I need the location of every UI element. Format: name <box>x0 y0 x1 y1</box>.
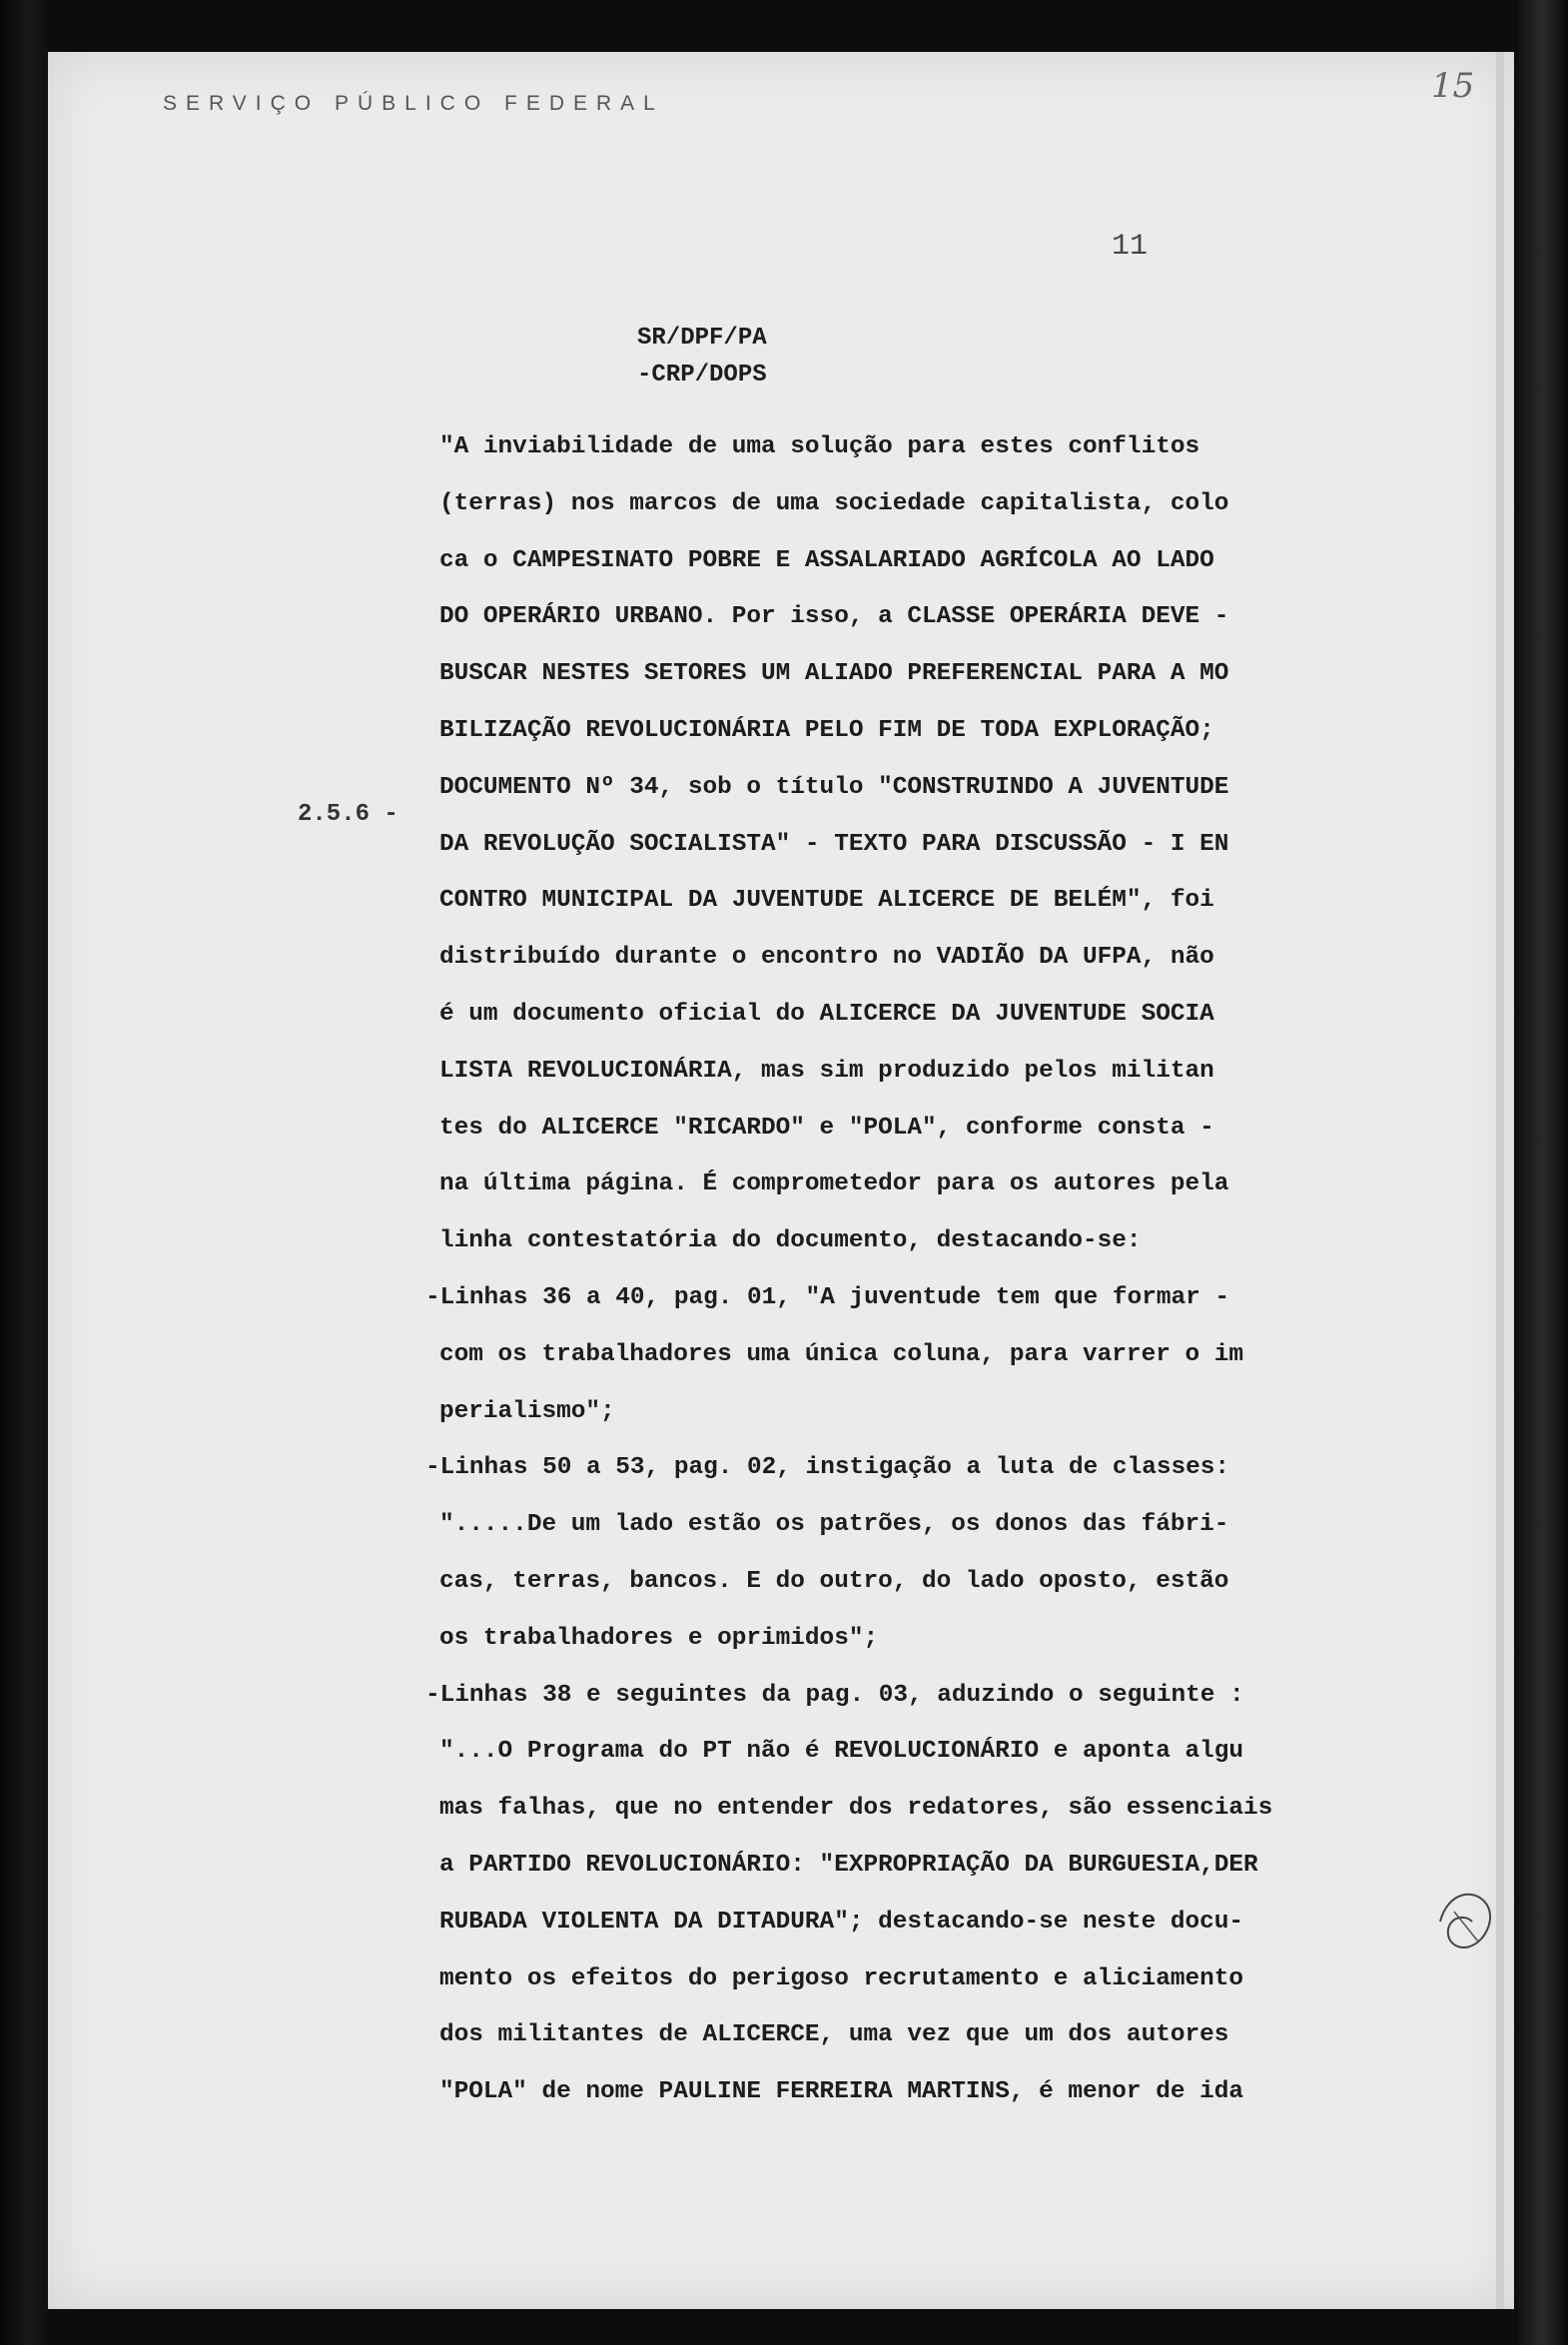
page-number: 11 <box>1112 230 1149 264</box>
body-line: DO OPERÁRIO URBANO. Por isso, a CLASSE OPERÁRIA DEVE - <box>439 603 1229 631</box>
body-line: com os trabalhadores uma única coluna, para varrer o im <box>439 1340 1244 1368</box>
document-page <box>48 52 1514 2309</box>
body-line: "A inviabilidade de uma solução para estes conflitos <box>439 433 1200 460</box>
header-block <box>637 320 767 393</box>
body-line: tes do ALICERCE "RICARDO" e "POLA", conforme consta - <box>439 1114 1214 1142</box>
body-line: na última página. É comprometedor para os autores pela <box>439 1171 1229 1198</box>
scan-border-right <box>1518 0 1568 2345</box>
body-line: RUBADA VIOLENTA DA DITADURA"; destacando-se neste docu- <box>439 1908 1244 1936</box>
body-line: BUSCAR NESTES SETORES UM ALIADO PREFERENCIAL PARA A MO <box>439 660 1229 688</box>
scan-border-left <box>0 0 48 2345</box>
body-line: "POLA" de nome PAULINE FERREIRA MARTINS, é menor de ida <box>439 2078 1244 2106</box>
body-line: distribuído durante o encontro no VADIÃO DA UFPA, não <box>439 944 1214 972</box>
header-line: -CRP/DOPS <box>637 362 767 389</box>
section-number: 2.5.6 - <box>298 801 398 828</box>
body-line: é um documento oficial do ALICERCE DA JUVENTUDE SOCIA <box>439 1001 1214 1028</box>
body-line: "...O Programa do PT não é REVOLUCIONÁRIO e aponta algu <box>439 1738 1244 1766</box>
body-line: BILIZAÇÃO REVOLUCIONÁRIA PELO FIM DE TODA EXPLORAÇÃO; <box>439 717 1214 744</box>
body-line: DA REVOLUÇÃO SOCIALISTA" - TEXTO PARA DISCUSSÃO - I EN <box>439 830 1229 858</box>
body-line: cas, terras, bancos. E do outro, do lado oposto, estão <box>439 1568 1229 1595</box>
body-line: ".....De um lado estão os patrões, os donos das fábri- <box>439 1511 1229 1539</box>
body-line: perialismo"; <box>439 1397 615 1425</box>
signature-mark <box>1434 1882 1498 1961</box>
body-line: -Linhas 50 a 53, pag. 02, instigação a luta de classes: <box>425 1454 1230 1482</box>
body-line: CONTRO MUNICIPAL DA JUVENTUDE ALICERCE DE BELÉM", foi <box>439 887 1214 915</box>
body-line: linha contestatória do documento, destacando-se: <box>439 1227 1142 1255</box>
body-line: os trabalhadores e oprimidos"; <box>439 1624 879 1652</box>
body-line: mas falhas, que no entender dos redatores, são essenciais <box>439 1795 1273 1823</box>
body-line: -Linhas 38 e seguintes da pag. 03, aduzindo o seguinte : <box>425 1681 1244 1709</box>
letterhead: SERVIÇO PÚBLICO FEDERAL <box>163 92 664 115</box>
body-line: LISTA REVOLUCIONÁRIA, mas sim produzido pelos militan <box>439 1057 1214 1085</box>
body-line: DOCUMENTO Nº 34, sob o título "CONSTRUINDO A JUVENTUDE <box>439 773 1229 801</box>
body-line: a PARTIDO REVOLUCIONÁRIO: "EXPROPRIAÇÃO DA BURGUESIA,DER <box>439 1852 1258 1879</box>
header-line: SR/DPF/PA <box>637 325 767 352</box>
body-line: ca o CAMPESINATO POBRE E ASSALARIADO AGRÍCOLA AO LADO <box>439 546 1214 574</box>
body-line: dos militantes de ALICERCE, uma vez que um dos autores <box>439 2021 1229 2049</box>
folio-mark: 15 <box>1431 66 1475 106</box>
page-edge <box>1496 52 1504 2309</box>
body-line: mento os efeitos do perigoso recrutamento e aliciamento <box>439 1964 1244 1992</box>
body-line: (terras) nos marcos de uma sociedade capitalista, colo <box>439 489 1229 517</box>
body-line: -Linhas 36 a 40, pag. 01, "A juventude tem que formar - <box>425 1284 1230 1311</box>
